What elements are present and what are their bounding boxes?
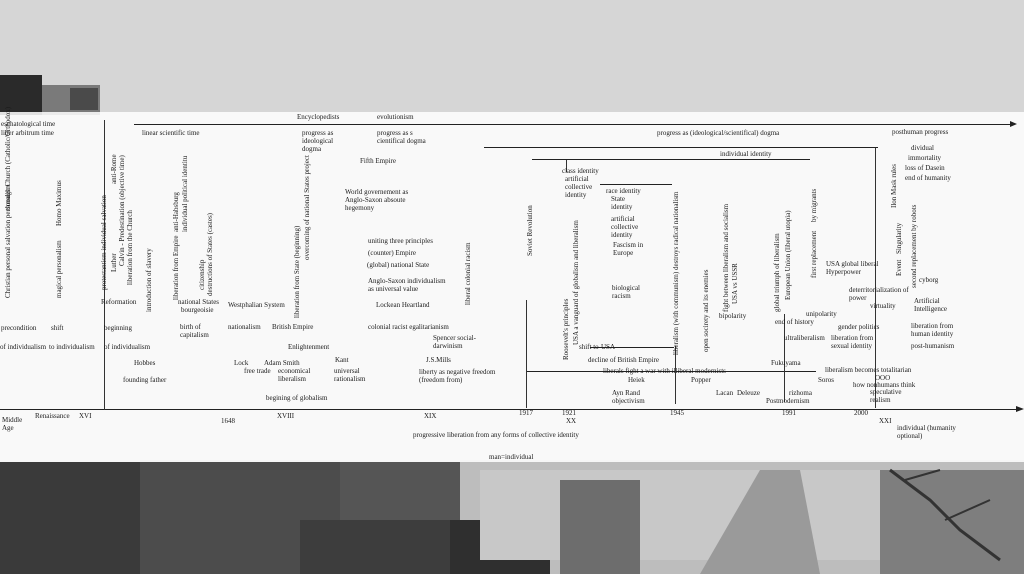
ooo: OOO — [875, 374, 891, 382]
vlabel-colonial-racism: liberal colonial racism — [464, 242, 472, 305]
vlabel-by-migrants: by migrants — [810, 188, 818, 222]
speculative-realism: speculative realism — [870, 388, 902, 404]
global-state: (global) national State — [367, 261, 430, 269]
free-trade: free trade — [244, 367, 271, 375]
of-individualism-2: of individualism — [104, 343, 151, 351]
cyborg: cyborg — [919, 276, 939, 284]
liberals-fight: liberals fight a war with illiberal modernists — [603, 367, 726, 375]
progress-main: progress as (ideological/scientifical) dogma — [657, 129, 780, 137]
evolutionism: evolutionism — [377, 113, 414, 121]
national-states: national States — [178, 298, 220, 306]
lockean: Lockean Heartland — [376, 301, 430, 309]
vlabel-open-society: open socirety and its enemies — [702, 269, 710, 352]
vlabel-global-triumph: global triumph of liberalism — [773, 233, 781, 312]
tick-xix: XIX — [424, 412, 437, 420]
reformation: Reformation — [101, 298, 137, 306]
liberation-human: liberation from human identity — [911, 322, 954, 338]
adam-smith: Adam Smith — [264, 359, 300, 367]
end-of-history: end of history — [775, 318, 814, 326]
liberty-negative: liberty as negative freedom (freedom from) — [419, 368, 496, 384]
spencer: Spencer social-darwinism — [433, 334, 476, 350]
tick-1991: 1991 — [782, 409, 796, 417]
tick-middle-age: Middle Age — [2, 416, 23, 432]
precondition: precondition — [1, 324, 37, 332]
ultraliberalism: ultraliberalism — [784, 334, 825, 342]
vlabel-christian: Christian personal salvation personalism — [4, 184, 12, 298]
popper: Popper — [691, 376, 711, 384]
progress-scientifical: progress as s cientifical dogma — [377, 129, 426, 145]
founding-father: founding father — [123, 376, 167, 384]
vlabel-magical: magical personalism — [55, 240, 63, 298]
man-individual: man=individual — [489, 453, 534, 461]
eschatological-time: eschatological time — [1, 120, 56, 128]
anglo-saxon: Anglo-Saxon individualism as universal value — [368, 277, 446, 293]
post-humanism: post-humanism — [911, 342, 955, 350]
totalitarian: liberalism becomes totalitarian — [825, 366, 912, 374]
birth-of-capitalism: birth of capitalism — [180, 323, 209, 339]
biological-racism: biological racism — [612, 284, 640, 300]
to-individualism: to individualism — [49, 343, 95, 351]
vlabel-church: through Church (Catholic/Orthodox) — [4, 106, 12, 210]
vlabel-roosevelt: Roosevelt's principles — [562, 298, 570, 360]
progress-line — [484, 147, 878, 148]
soros: Soros — [818, 376, 834, 384]
individual-optional: individual (humanity optional) — [897, 424, 956, 440]
vlabel-usa-vanguard: USA a vanguard of globalism and liberalism — [572, 220, 580, 345]
tick-1917: 1917 — [519, 409, 533, 417]
vlabel-liberation-state: liberation from State (beginning) — [293, 225, 301, 318]
vlabel-luther: Luther — [110, 253, 118, 272]
progress-ideological: progress as ideological dogma — [302, 129, 334, 153]
state-identity: State identity — [611, 195, 633, 211]
universal-rationalism: universal rationalism — [334, 367, 366, 383]
lock: Lock — [234, 359, 249, 367]
nationalism: nationalism — [228, 323, 261, 331]
kant: Kant — [335, 356, 349, 364]
artificial-intelligence: Artificial Intelligence — [914, 297, 948, 313]
top-arrow-line — [134, 124, 1014, 125]
artificial-collective-2: artificial collective identity — [611, 215, 639, 239]
liberation-sexual: liberation from sexual identity — [831, 334, 874, 350]
bourgeoisie: bourgeoisie — [181, 306, 214, 314]
of-individualism: of individualism — [0, 343, 47, 351]
tick-1921: 1921 — [562, 409, 576, 417]
shift: shift — [51, 324, 64, 332]
world-government: World governement as Anglo-Saxon absoute hegemony — [345, 188, 409, 212]
end-of-humanity: end of humanity — [905, 174, 951, 182]
linear-scientific-time: linear scientific time — [142, 129, 200, 137]
deterritorialization: deterritorialization of power — [849, 286, 909, 302]
vlabel-empire: liberation from Empire — [172, 235, 180, 300]
posthuman-progress: posthuman progress — [892, 128, 949, 136]
vlabel-liberation-church: liberation from the Church — [126, 210, 134, 285]
tick-1648: 1648 — [221, 417, 235, 425]
vlabel-fight-socialism: fight between liberalism and socialism — [722, 203, 730, 312]
tick-xviii: XVIII — [277, 412, 295, 420]
vlabel-eu: European Union (liberal utopia) — [784, 210, 792, 300]
fascism: Fascism in Europe — [613, 241, 644, 257]
deleuze: Deleuze — [737, 389, 760, 397]
hobbes: Hobbes — [134, 359, 156, 367]
top-arrow-head — [1010, 121, 1017, 127]
rizhoma: rizhoma — [789, 389, 812, 397]
vlabel-ilon-mask: Ilon Mask rules — [890, 164, 898, 208]
divider-1991 — [784, 314, 785, 402]
tick-renaissance: Renaissance — [35, 412, 70, 420]
vlabel-slavery: introduction of slavery — [145, 248, 153, 312]
colonial-racist: colonial racist egalitarianism — [368, 323, 449, 331]
vlabel-calvin: Calvin - Predestination (objective time) — [118, 155, 126, 266]
vlabel-soviet: Soviet Revolution — [526, 205, 534, 256]
vlabel-event: Event — [895, 259, 903, 276]
lacan: Lacan — [716, 389, 734, 397]
dividual: dividual — [911, 144, 934, 152]
gender-politics: gender politics — [838, 323, 880, 331]
nonhumans: how nonhumans think — [853, 381, 916, 389]
westphalian: Westphalian System — [228, 301, 285, 309]
tick-xvi: XVI — [79, 412, 92, 420]
vlabel-second-replacement: second replacement by robots — [910, 204, 918, 288]
vlabel-overcoming: overcoming of national States project — [303, 155, 311, 260]
encyclopedists: Encyclopedists — [297, 113, 340, 121]
bipolarity: bipolarity — [719, 312, 747, 320]
virtuality: virtuality — [870, 302, 896, 310]
fukuyama: Fukuyama — [771, 359, 801, 367]
counter-empire: (counter) Empire — [368, 249, 417, 257]
usa: USA — [601, 343, 616, 351]
liber-arbitrum-time: liber arbitrum time — [1, 129, 54, 137]
tick-1945: 1945 — [670, 409, 684, 417]
bottom-arrow-head — [1016, 406, 1024, 412]
vlabel-singularity: Singularity — [895, 222, 903, 254]
vlabel-first-replacement: first replacement — [810, 230, 818, 278]
tick-xx: XX — [566, 417, 577, 425]
vlabel-communism: liberalism (with communism) destroys radical nationalism — [672, 191, 680, 355]
tick-2000: 2000 — [854, 409, 868, 417]
divider-soviet — [526, 300, 527, 408]
usa-global: USA global liberal Hyperpower — [826, 260, 879, 276]
js-mills: J.S.Mills — [426, 356, 451, 364]
postmodernism: Postmodernism — [766, 397, 810, 405]
vlabel-citizenship: citizenship — [198, 259, 206, 290]
race-line — [600, 184, 672, 185]
progressive-liberation: progressive liberation from any forms of collective identity — [413, 431, 579, 439]
uniting: uniting three principles — [368, 237, 433, 245]
vlabel-destruction-estates: destructions of States (castes) — [206, 212, 214, 296]
class-identity: class identity — [562, 167, 599, 175]
enlightenment: Enlightenment — [288, 343, 330, 351]
vlabel-homo: Homo Maximus — [55, 180, 63, 226]
unipolarity: unipolarity — [806, 310, 837, 318]
beginning-globalism: begining of globalism — [266, 394, 328, 402]
immortality: immortality — [908, 154, 942, 162]
vlabel-antihabsburg: anti-Habsburg — [172, 192, 180, 232]
vlabel-political-identity: individual political identitu — [181, 155, 189, 232]
british-empire: British Empire — [272, 323, 314, 331]
tick-xxi: XXI — [879, 417, 892, 425]
vlabel-antirome: anti-Rome — [110, 154, 118, 184]
heiek: Heiek — [628, 376, 645, 384]
artificial-collective: artificial collective identity — [565, 175, 593, 199]
loss-of-dasein: loss of Dasein — [905, 164, 945, 172]
shift-to: shift to — [579, 343, 599, 351]
ayn-rand: Ayn Rand objectivism — [612, 389, 645, 405]
vlabel-usa-ussr: USA vs USSR — [731, 263, 739, 304]
individual-identity: individual identity — [720, 150, 772, 158]
decline-british: decline of British Empire — [588, 356, 659, 364]
vlabel-protestantism: protestantism individual salvation — [100, 195, 108, 290]
economical-liberalism: economical liberalism — [278, 367, 311, 383]
fifth-empire: Fifth Empire — [360, 157, 396, 165]
beginning: beginning — [104, 324, 132, 332]
race-identity: race identity — [606, 187, 641, 195]
identity-line — [532, 159, 810, 160]
